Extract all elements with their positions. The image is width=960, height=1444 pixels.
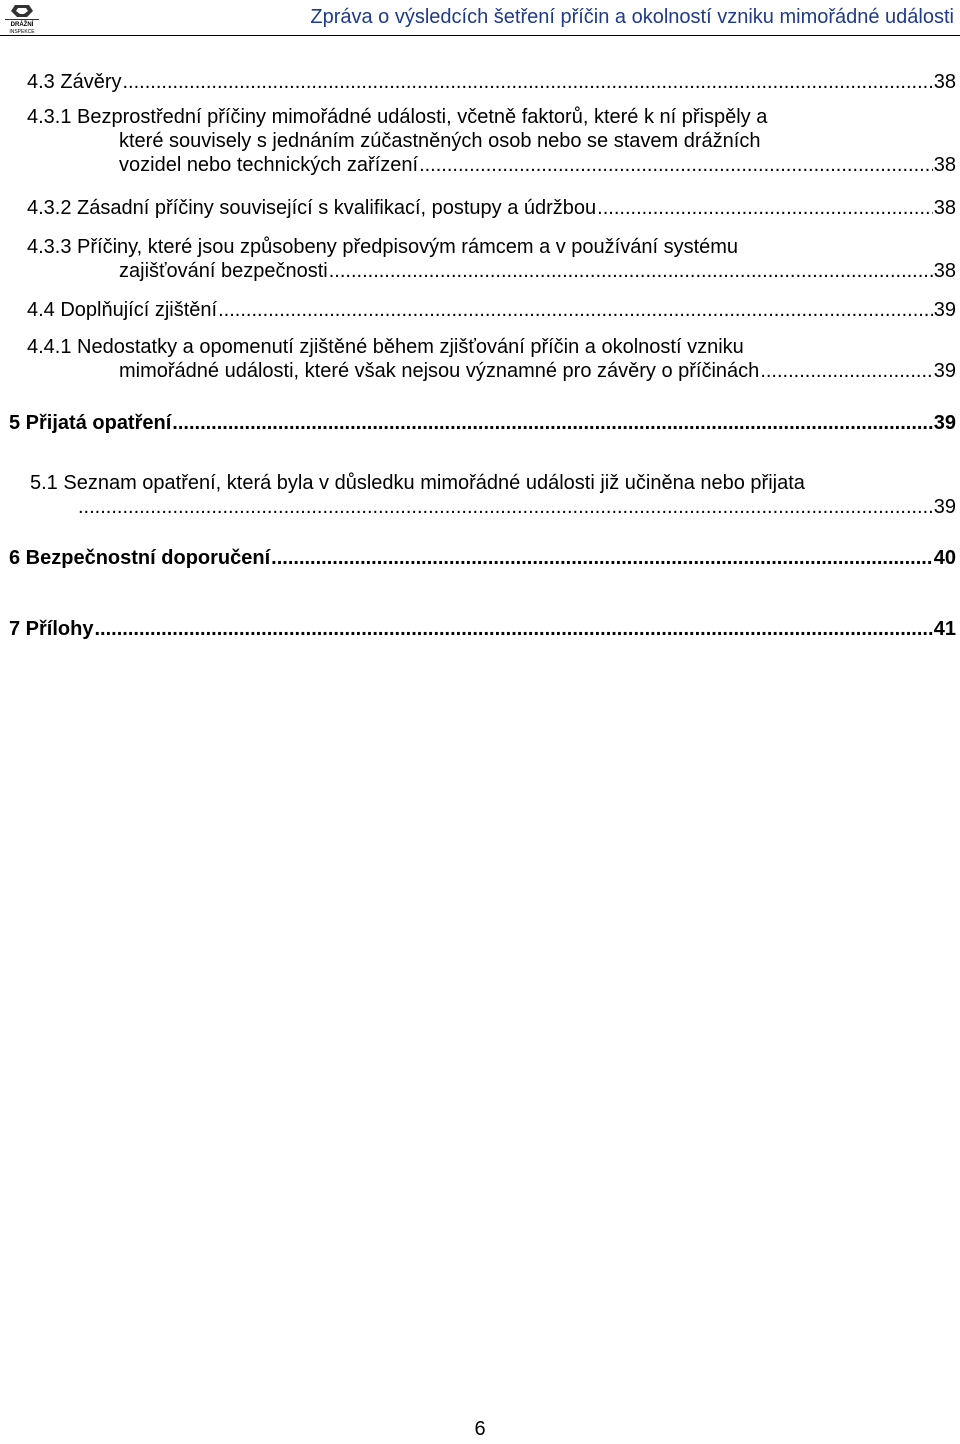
- toc-leader-dots: [172, 411, 932, 435]
- toc-entry-7[interactable]: [9, 617, 956, 641]
- toc-entry-4-3-1[interactable]: [27, 105, 956, 177]
- toc-entry-5-1[interactable]: [30, 471, 956, 519]
- toc-page-number: 38: [933, 154, 956, 176]
- toc-entry-4-3[interactable]: [27, 70, 956, 94]
- toc-entry-label: 4.4 Doplňující zjištění: [27, 299, 218, 321]
- toc-leader-dots: [419, 153, 933, 177]
- toc-page-number: 41: [933, 618, 956, 640]
- toc-leader-dots: [94, 617, 932, 641]
- svg-text:INSPEKCE: INSPEKCE: [9, 29, 35, 35]
- toc-page-number: 38: [933, 197, 956, 219]
- toc-page-number: 40: [933, 547, 956, 569]
- svg-text:DRÁŽNÍ: DRÁŽNÍ: [10, 22, 34, 28]
- toc-page-number: 38: [933, 260, 956, 282]
- toc-page-number: 39: [933, 412, 956, 434]
- toc-entry-label: 6 Bezpečnostní doporučení: [9, 547, 271, 569]
- toc-entry-4-3-3[interactable]: [27, 235, 956, 283]
- toc-leader-dots: [597, 196, 933, 220]
- toc-entry-4-4[interactable]: [27, 298, 956, 322]
- toc-leader-dots: [218, 298, 933, 322]
- page-number: 6: [474, 1418, 486, 1440]
- toc-entry-line: 4.3.1 Bezprostřední příčiny mimořádné události, včetně faktorů, které k ní přispěly a: [27, 106, 768, 128]
- document-title: Zpráva o výsledcích šetření příčin a okolností vzniku mimořádné události: [310, 6, 954, 28]
- toc-entry-line: 4.4.1 Nedostatky a opomenutí zjištěné během zjišťování příčin a okolností vzniku: [27, 336, 744, 358]
- toc-entry-4-4-1[interactable]: [27, 335, 956, 383]
- toc-page-number: 39: [933, 360, 956, 382]
- toc-entry-4-3-2[interactable]: [27, 196, 956, 220]
- toc-entry-line: 4.3.3 Příčiny, které jsou způsobeny předpisovým rámcem a v používání systému: [27, 236, 739, 258]
- toc-page-number: 38: [933, 71, 956, 93]
- toc-page-number: 39: [933, 299, 956, 321]
- toc-entry-line: které souvisely s jednáním zúčastněných osob nebo se stavem drážních: [119, 130, 761, 152]
- toc-leader-dots: [329, 259, 933, 283]
- drazni-inspekce-logo: [3, 3, 41, 35]
- toc-page-number: 39: [933, 496, 956, 518]
- header-divider: [0, 35, 960, 36]
- toc-entry-line: mimořádné události, které však nejsou významné pro závěry o příčinách: [119, 360, 760, 382]
- page-header: [0, 0, 960, 38]
- toc-leader-dots: [78, 495, 933, 519]
- toc-entry-6[interactable]: [9, 546, 956, 570]
- toc-leader-dots: [122, 70, 932, 94]
- toc-entry-label: 5 Přijatá opatření: [9, 412, 172, 434]
- toc-entry-label: 4.3.2 Zásadní příčiny související s kvalifikací, postupy a údržbou: [27, 197, 597, 219]
- toc-entry-line: zajišťování bezpečnosti: [119, 260, 328, 282]
- toc-leader-dots: [760, 359, 932, 383]
- toc-entry-label: 4.3 Závěry: [27, 71, 122, 93]
- toc-leader-dots: [271, 546, 933, 570]
- toc-entry-line: vozidel nebo technických zařízení: [119, 154, 419, 176]
- toc-entry-label: 7 Přílohy: [9, 618, 94, 640]
- toc-entry-5[interactable]: [9, 411, 956, 435]
- toc-entry-line: 5.1 Seznam opatření, která byla v důsledku mimořádné události již učiněna nebo přijata: [30, 472, 805, 494]
